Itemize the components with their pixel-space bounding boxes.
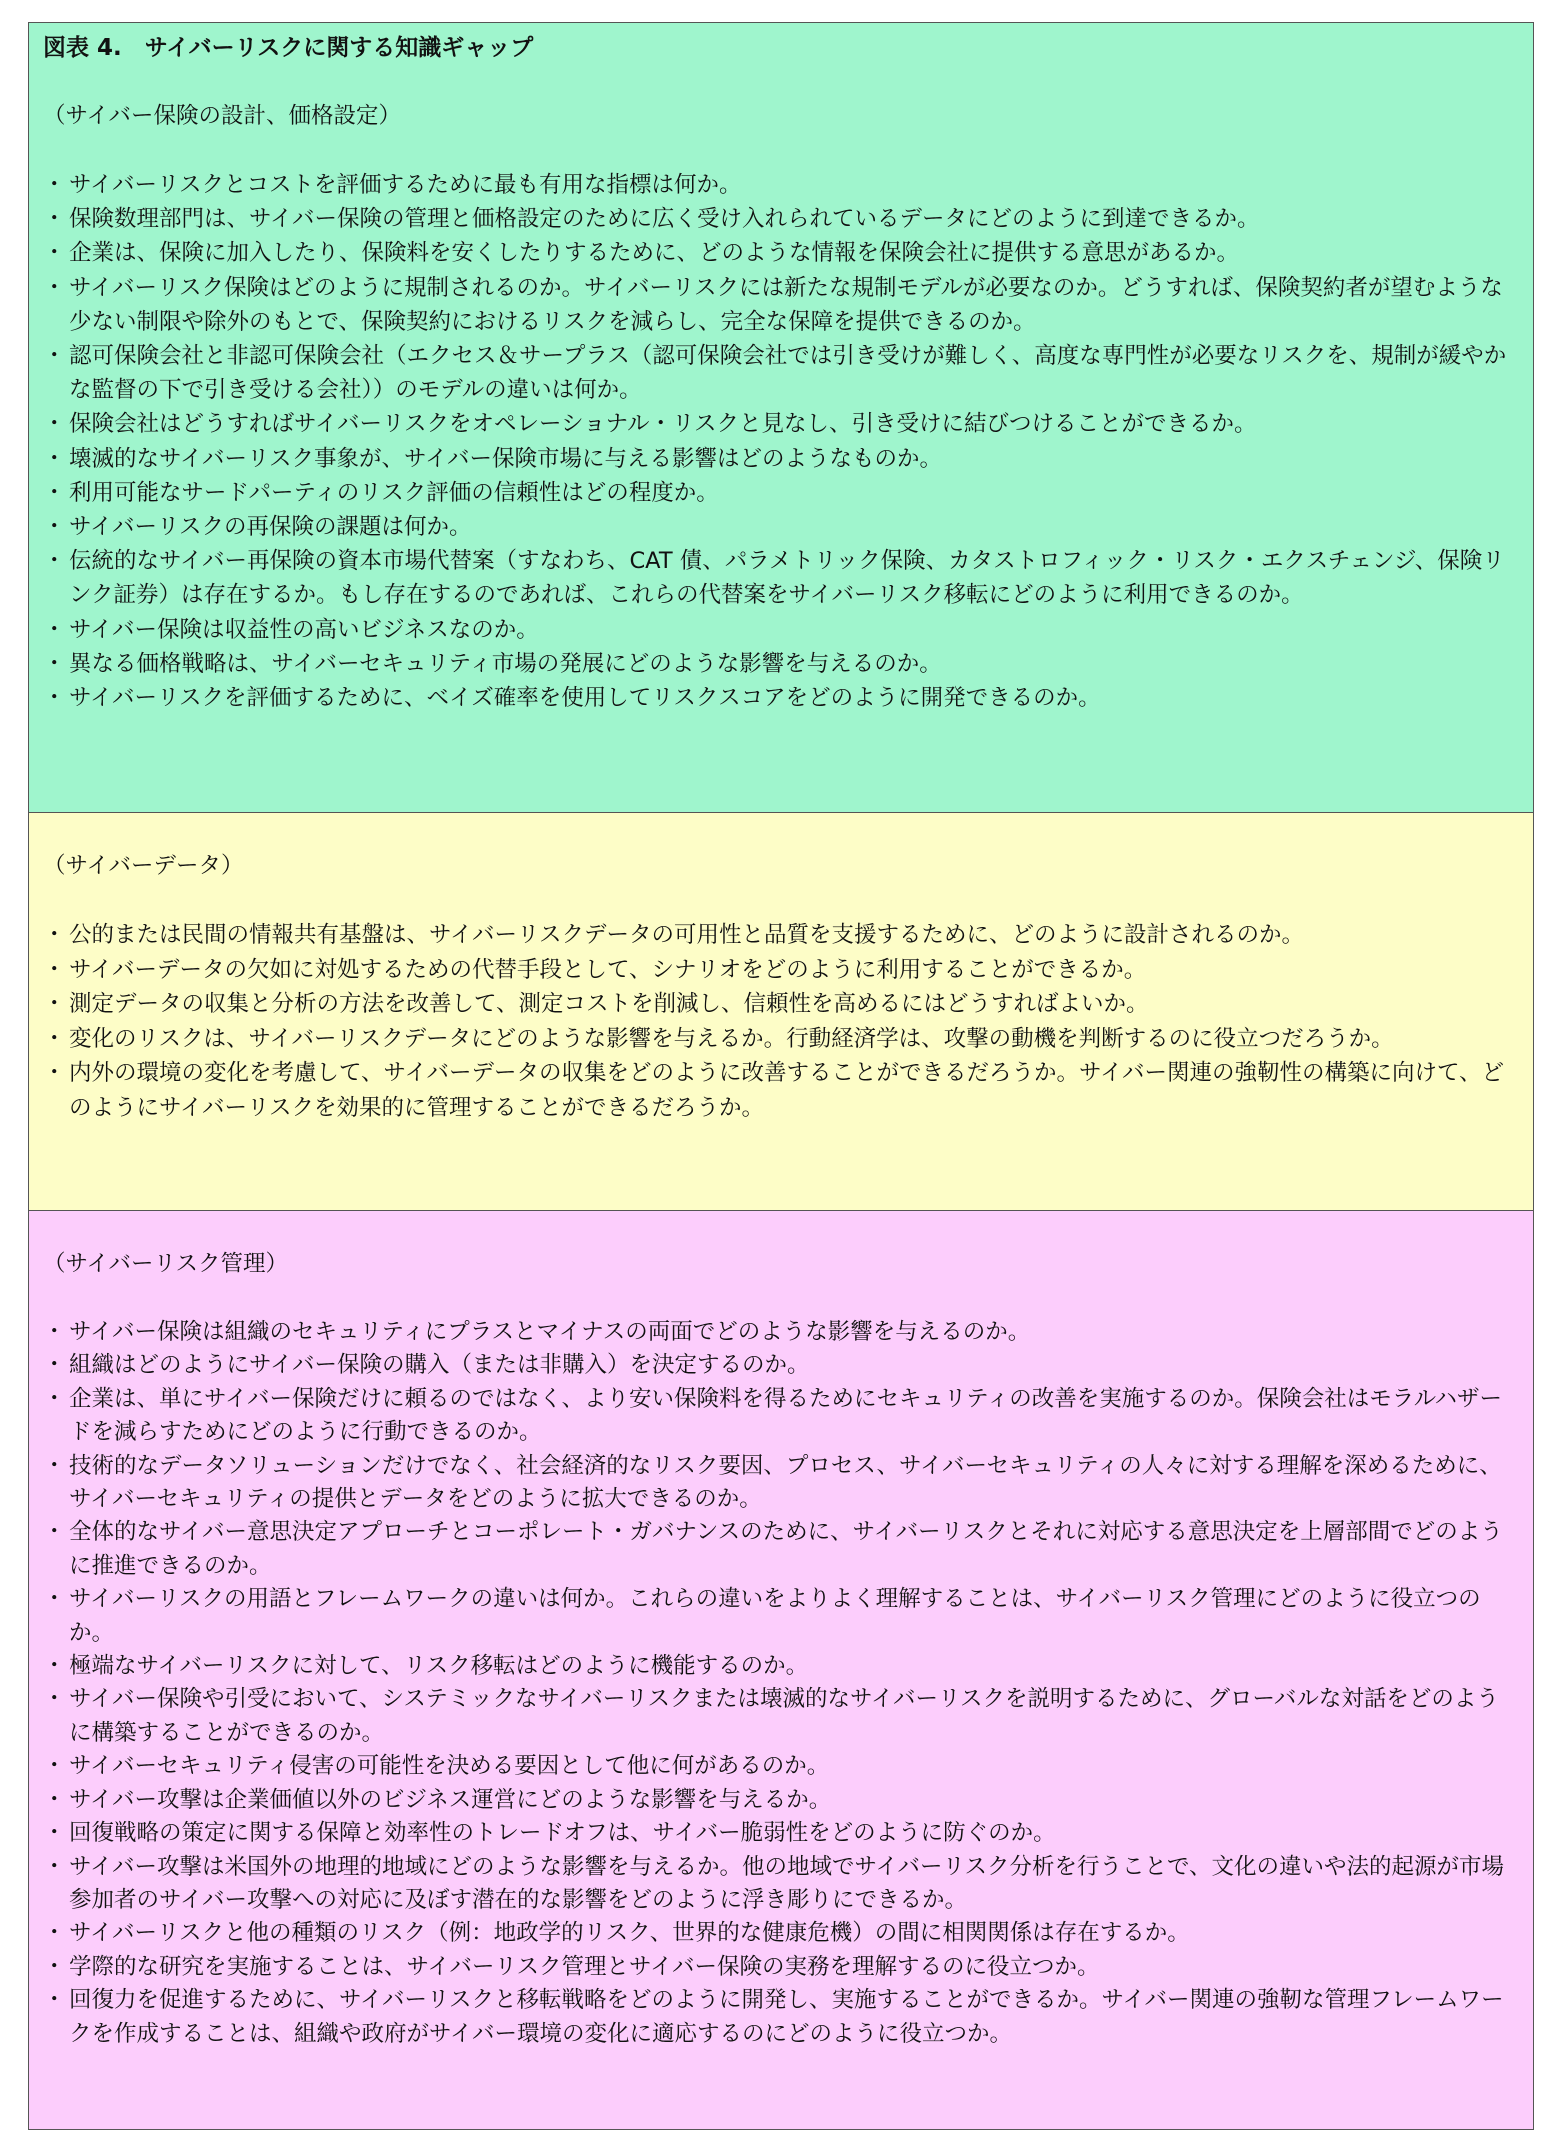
list-item: ・ 壊滅的なサイバーリスク事象が、サイバー保険市場に与える影響はどのようなものか。 — [43, 442, 1517, 476]
list-item: ・ 測定データの収集と分析の方法を改善して、測定コストを削減し、信頼性を高めるにはどうすればよいか。 — [43, 987, 1517, 1022]
list-item: ・ 変化のリスクは、サイバーリスクデータにどのような影響を与えるか。行動経済学は、攻撃の動機を判断するのに役立つだろうか。 — [43, 1022, 1517, 1057]
list-item: ・ 内外の環境の変化を考慮して、サイバーデータの収集をどのように改善することができるだろうか。サイバー関連の強靭性の構築に向けて、どのようにサイバーリスクを効果的に管理することができるだろうか。 — [43, 1056, 1517, 1125]
list-item: ・ 技術的なデータソリューションだけでなく、社会経済的なリスク要因、プロセス、サイバーセキュリティの人々に対する理解を深めるために、サイバーセキュリティの提供とデータをどのように拡大できるのか。 — [43, 1450, 1517, 1517]
list-item: ・ サイバーリスクと他の種類のリスク（例：地政学的リスク、世界的な健康危機）の間に相関関係は存在するか。 — [43, 1917, 1517, 1950]
list-item: ・ サイバー保険は組織のセキュリティにプラスとマイナスの両面でどのような影響を与えるのか。 — [43, 1316, 1517, 1349]
question-list — [43, 168, 1517, 715]
list-item: ・ 企業は、保険に加入したり、保険料を安くしたりするために、どのような情報を保険会社に提供する意思があるか。 — [43, 236, 1517, 270]
question-list — [43, 918, 1517, 1125]
section-heading: （サイバーデータ） — [43, 853, 244, 879]
list-item: ・ 認可保険会社と非認可保険会社（エクセス＆サープラス（認可保険会社では引き受けが難しく、高度な専門性が必要なリスクを、規制が緩やかな監督の下で引き受ける会社））のモデルの違いは何か。 — [43, 339, 1517, 407]
list-item: ・ サイバー攻撃は企業価値以外のビジネス運営にどのような影響を与えるか。 — [43, 1784, 1517, 1817]
list-item: ・ 保険数理部門は、サイバー保険の管理と価格設定のために広く受け入れられているデータにどのように到達できるか。 — [43, 202, 1517, 236]
list-item: ・ 全体的なサイバー意思決定アプローチとコーポレート・ガバナンスのために、サイバーリスクとそれに対応する意思決定を上層部間でどのように推進できるのか。 — [43, 1516, 1517, 1583]
list-item: ・ サイバーリスクとコストを評価するために最も有用な指標は何か。 — [43, 168, 1517, 202]
list-item: ・ サイバーリスク保険はどのように規制されるのか。サイバーリスクには新たな規制モデルが必要なのか。どうすれば、保険契約者が望むような少ない制限や除外のもとで、保険契約におけるリスクを減らし、完全な保障を提供できるのか。 — [43, 271, 1517, 339]
section-heading: （サイバーリスク管理） — [43, 1251, 289, 1277]
figure-title: 図表 4. サイバーリスクに関する知識ギャップ — [43, 35, 534, 61]
section-cyber-data — [28, 813, 1534, 1211]
question-list — [43, 1316, 1517, 2051]
section-insurance-design — [28, 22, 1534, 813]
list-item: ・ 異なる価格戦略は、サイバーセキュリティ市場の発展にどのような影響を与えるのか。 — [43, 647, 1517, 681]
list-item: ・ 伝統的なサイバー再保険の資本市場代替案（すなわち、CAT 債、パラメトリック保険、カタストロフィック・リスク・エクスチェンジ、保険リンク証券）は存在するか。もし存在するのであれば、これらの代替案をサイバーリスク移転にどのように利用できるのか。 — [43, 544, 1517, 612]
list-item: ・ 組織はどのようにサイバー保険の購入（または非購入）を決定するのか。 — [43, 1349, 1517, 1382]
list-item: ・ 企業は、単にサイバー保険だけに頼るのではなく、より安い保険料を得るためにセキュリティの改善を実施するのか。保険会社はモラルハザードを減らすためにどのように行動できるのか。 — [43, 1383, 1517, 1450]
knowledge-gap-table — [28, 22, 1534, 2130]
section-risk-management — [28, 1211, 1534, 2130]
list-item: ・ 回復戦略の策定に関する保障と効率性のトレードオフは、サイバー脆弱性をどのように防ぐのか。 — [43, 1817, 1517, 1850]
list-item: ・ 保険会社はどうすればサイバーリスクをオペレーショナル・リスクと見なし、引き受けに結びつけることができるか。 — [43, 407, 1517, 441]
section-heading: （サイバー保険の設計、価格設定） — [43, 103, 401, 129]
list-item: ・ サイバーリスクの用語とフレームワークの違いは何か。これらの違いをよりよく理解することは、サイバーリスク管理にどのように役立つのか。 — [43, 1583, 1517, 1650]
list-item: ・ サイバーリスクの再保険の課題は何か。 — [43, 510, 1517, 544]
list-item: ・ サイバー保険は収益性の高いビジネスなのか。 — [43, 613, 1517, 647]
list-item: ・ 利用可能なサードパーティのリスク評価の信頼性はどの程度か。 — [43, 476, 1517, 510]
list-item: ・ サイバー保険や引受において、システミックなサイバーリスクまたは壊滅的なサイバーリスクを説明するために、グローバルな対話をどのように構築することができるのか。 — [43, 1683, 1517, 1750]
list-item: ・ サイバーセキュリティ侵害の可能性を決める要因として他に何があるのか。 — [43, 1750, 1517, 1783]
list-item: ・ サイバーリスクを評価するために、ベイズ確率を使用してリスクスコアをどのように開発できるのか。 — [43, 681, 1517, 715]
list-item: ・ 公的または民間の情報共有基盤は、サイバーリスクデータの可用性と品質を支援するために、どのように設計されるのか。 — [43, 918, 1517, 953]
list-item: ・ 回復力を促進するために、サイバーリスクと移転戦略をどのように開発し、実施することができるか。サイバー関連の強靭な管理フレームワークを作成することは、組織や政府がサイバー環境の変化に適応するのにどのように役立つか。 — [43, 1984, 1517, 2051]
list-item: ・ サイバー攻撃は米国外の地理的地域にどのような影響を与えるか。他の地域でサイバーリスク分析を行うことで、文化の違いや法的起源が市場参加者のサイバー攻撃への対応に及ぼす潜在的な影響をどのように浮き彫りにできるか。 — [43, 1851, 1517, 1918]
list-item: ・ 極端なサイバーリスクに対して、リスク移転はどのように機能するのか。 — [43, 1650, 1517, 1683]
list-item: ・ サイバーデータの欠如に対処するための代替手段として、シナリオをどのように利用することができるか。 — [43, 953, 1517, 988]
list-item: ・ 学際的な研究を実施することは、サイバーリスク管理とサイバー保険の実務を理解するのに役立つか。 — [43, 1951, 1517, 1984]
